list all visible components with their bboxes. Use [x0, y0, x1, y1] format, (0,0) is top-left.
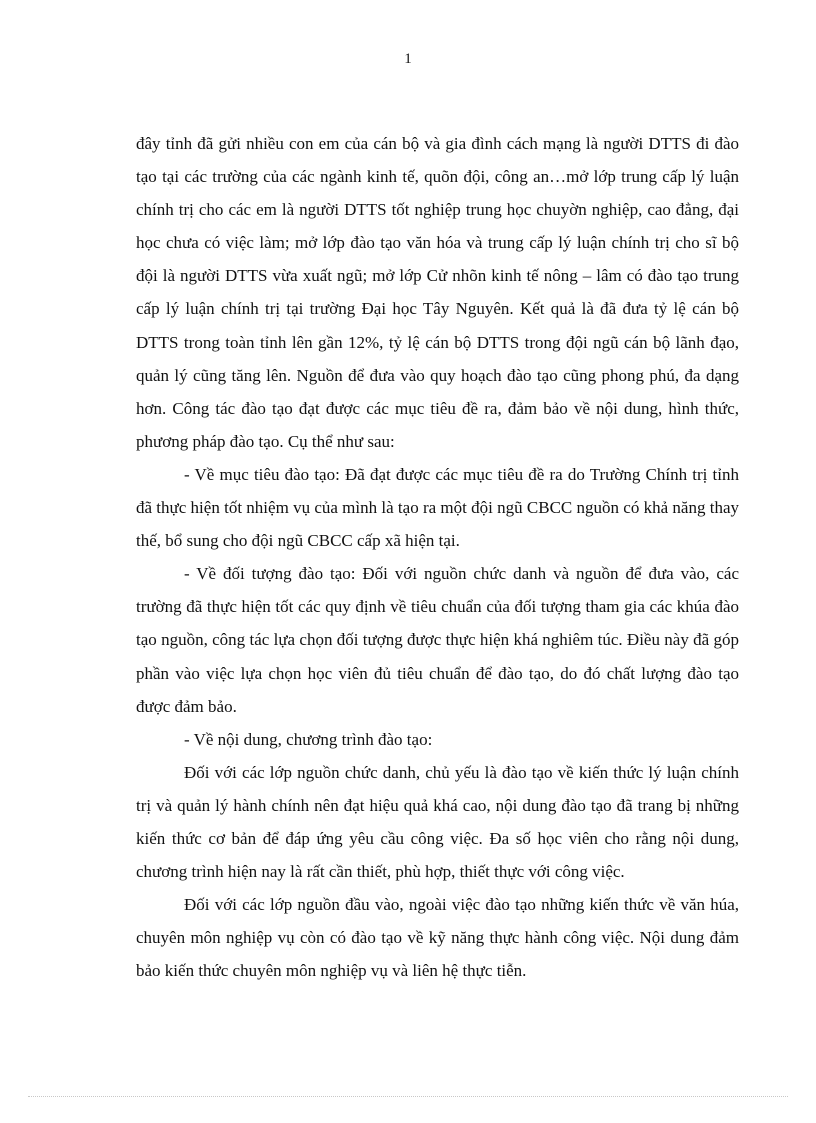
paragraph-training-objectives: - Về mục tiêu đào tạo: Đã đạt được các mục tiêu đề ra do Trường Chính trị tỉnh đã thực hiện tốt nhiệm vụ của mình là tạo ra một đội ngũ CBCC nguồn có khả năng thay thế, bổ sung cho đội ngũ CBCC cấp xã hiện tại.	[136, 464, 739, 551]
paragraph-title-classes: Đối với các lớp nguồn chức danh, chủ yếu là đào tạo về kiến thức lý luận chính trị và quản lý hành chính nên đạt hiệu quả khá cao, nội dung đào tạo đã trang bị những kiến thức cơ bản để đáp ứng yêu cầu công việc. Đa số học viên cho rằng nội dung, chương trình hiện nay là rất cần thiết, phù hợp, thiết thực với công việc.	[136, 762, 739, 882]
paragraph-input-classes: Đối với các lớp nguồn đầu vào, ngoài việc đào tạo những kiến thức về văn húa, chuyên môn nghiệp vụ còn có đào tạo về kỹ năng thực hành công việc. Nội dung đảm bảo kiến thức chuyên môn nghiệp vụ và liên hệ thực tiễn.	[136, 895, 739, 981]
paragraph-training-subjects: - Về đối tượng đào tạo: Đối với nguồn chức danh và nguồn để đưa vào, các trường đã thực hiện tốt các quy định về tiêu chuẩn của đối tượng tham gia các khúa đào tạo nguồn, công tác lựa chọn đối tượng được thực hiện khá nghiêm túc. Điều này đã góp phần vào việc lựa chọn học viên đủ tiêu chuẩn để đào tạo, do đó chất lượng đào tạo được đảm bảo.	[136, 564, 739, 716]
page-number: 1	[404, 51, 412, 67]
paragraph-intro: đây tỉnh đã gửi nhiều con em của cán bộ và gia đình cách mạng là người DTTS đi đào tạo tại các trường của các ngành kinh tế, quõn đội, công an…mở lớp trung cấp lý luận chính trị cho các em là người DTTS tốt nghiệp trung học chuyờn nghiệp, cao đẳng, đại học chưa có việc làm; mở lớp đào tạo văn hóa và trung cấp lý luận chính trị cho sĩ bộ đội là người DTTS vừa xuất ngũ; mở lớp Cử nhõn kinh tế nông – lâm có đào tạo trung cấp lý luận chính trị tại trường Đại học Tây Nguyên. Kết quả là đã đưa tỷ lệ cán bộ DTTS trong toàn tỉnh lên gần 12%, tỷ lệ cán bộ DTTS trong đội ngũ cán bộ lãnh đạo, quản lý cũng tăng lên. Nguồn để đưa vào quy hoạch đào tạo cũng phong phú, đa dạng hơn. Công tác đào tạo đạt được các mục tiêu đề ra, đảm bảo về nội dung, hình thức, phương pháp đào tạo. Cụ thể như sau:	[136, 134, 739, 451]
paragraph-content-heading: - Về nội dung, chương trình đào tạo:	[184, 729, 433, 749]
page-bottom-border	[28, 1096, 788, 1097]
document-body	[136, 127, 739, 987]
